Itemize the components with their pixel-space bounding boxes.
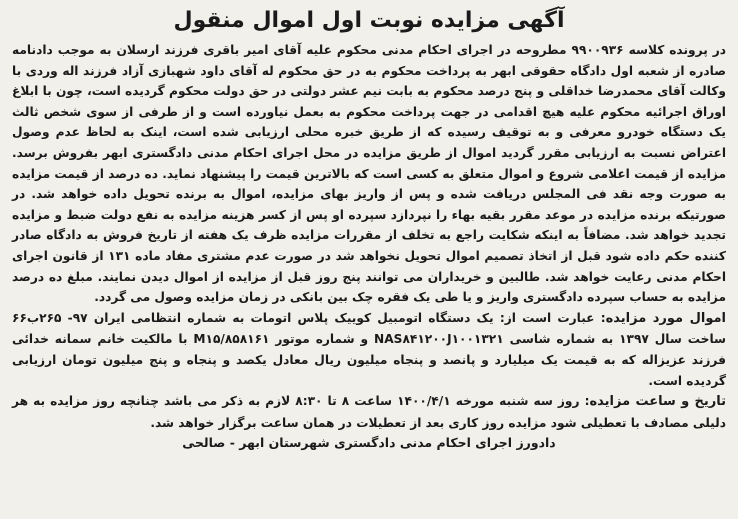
notice-body — [12, 40, 726, 433]
datetime-text: روز سه شنبه مورخه ۱۴۰۰/۴/۱ ساعت ۸ تا ۸:۳۰ لازم به ذکر می باشد چنانچه روز مزایده به هر دلیلی مصادف با تعطیلی شود مزایده روز کاری بعد از تعطیلات در همان ساعت برگزار خواهد شد. — [12, 394, 726, 430]
property-label: اموال مورد مزایده — [605, 310, 726, 326]
datetime-label: تاریخ و ساعت مزایده — [589, 394, 727, 410]
property-text: عبارت است از: یک دستگاه اتومبیل کوییک پلاس اتومات به شماره انتظامی ایران ۹۷- ۲۶۵ب۶۶ ساخت سال ۱۳۹۷ به شماره شاسی NAS۸۴۱۲۰۰J۱۰۰۱۳۲۱ و شماره موتور M۱۵/۸۵۸۱۶۱ با مالکیت خانم سمانه خدائی فرزند عزیزاله که به قیمت یک میلیارد و پانصد و پنجاه میلیون ریال معادل یکصد و پنجاه و پنج میلیون تومان ارزیابی گردیده است. — [12, 310, 727, 388]
datetime-paragraph: تاریخ و ساعت مزایده: روز سه شنبه مورخه ۱۴۰۰/۴/۱ ساعت ۸ تا ۸:۳۰ لازم به ذکر می باشد چنانچه روز مزایده به هر دلیلی مصادف با تعطیلی شود مزایده روز کاری بعد از تعطیلات در همان ساعت برگزار خواهد شد. — [12, 394, 727, 430]
signature: دادورز اجرای احکام مدنی دادگستری شهرستان ابهر - صالحی — [182, 435, 556, 451]
property-paragraph: اموال مورد مزایده: عبارت است از: یک دستگاه اتومبیل کوییک پلاس اتومات به شماره انتظامی ایران ۹۷- ۲۶۵ب۶۶ ساخت سال ۱۳۹۷ به شماره شاسی NAS۸۴۱۲۰۰J۱۰۰۱۳۲۱ و شماره موتور M۱۵/۸۵۸۱۶۱ با مالکیت خانم سمانه خدائی فرزند عزیزاله که به قیمت یک میلیارد و پانصد و پنجاه میلیون ریال معادل یکصد و پنجاه و پنج میلیون تومان ارزیابی گردیده است. — [12, 310, 727, 388]
main-paragraph: در پرونده کلاسه ۹۹۰۰۹۳۶ مطروحه در اجرای احکام مدنی محکوم علیه آقای امیر باقری فرزند ارسلان به موجب دادنامه صادره از شعبه اول دادگاه حقوقی ابهر به پرداخت محکوم به در حق محکوم له آقای داود شهبازی آزاد فرزند اله وردی با وکالت آقای محمدرضا خداقلی و پنج درصد محکوم به بابت نیم عشر دولتی در حق دولت محکوم گردیده است، چون با ابلاغ اوراق اجرائیه محکوم علیه هیچ اقدامی در جهت پرداخت محکوم به بعمل نیاورده است و از طرفی از سوی شخص ثالث یک دستگاه خودرو معرفی و به توقیف رسیده که از طریق خبره محلی ارزیابی شده است، اینک به لحاظ عدم وصول اعتراض نسبت به ارزیابی مقرر گردید اموال از طریق مزایده در محل اجرای احکام مدنی دادگستری ابهر بفروش برسد. مزایده از قیمت اعلامی شروع و اموال متعلق به کسی است که بالاترین قیمت را پیشنهاد نماید. ده درصد از قیمت مزایده به صورت وجه نقد فی المجلس دریافت شده و پس از واریز بهای مزایده، اموال به برنده تحویل داده خواهد شد. در صورتیکه برنده مزایده در موعد مقرر بقیه بهاء را نپردازد سپرده او پس از کسر هزینه مزایده به نفع دولت ضبط و مزایده تجدید خواهد شد. مضافاً به اینکه شکایت راجع به تخلف از مقررات مزایده ظرف یک هفته از تاریخ فروش به دادگاه صادر کننده حکم داده شود قبل از اتخاذ تصمیم اموال تحویل نخواهد شد در صورت عدم مشتری مفاد ماده ۱۳۱ از قانون اجرای احکام مدنی رعایت خواهد شد. طالبین و خریداران می توانند پنج روز قبل از مزایده از اموال دیدن نمایند. مبلغ ده درصد مزایده به حساب سپرده دادگستری واریز و یا طی یک فقره چک بین بانکی در زمان مزایده وصول می گردد. — [12, 43, 726, 305]
notice-title: آگهی مزایده نوبت اول اموال منقول — [173, 8, 565, 33]
